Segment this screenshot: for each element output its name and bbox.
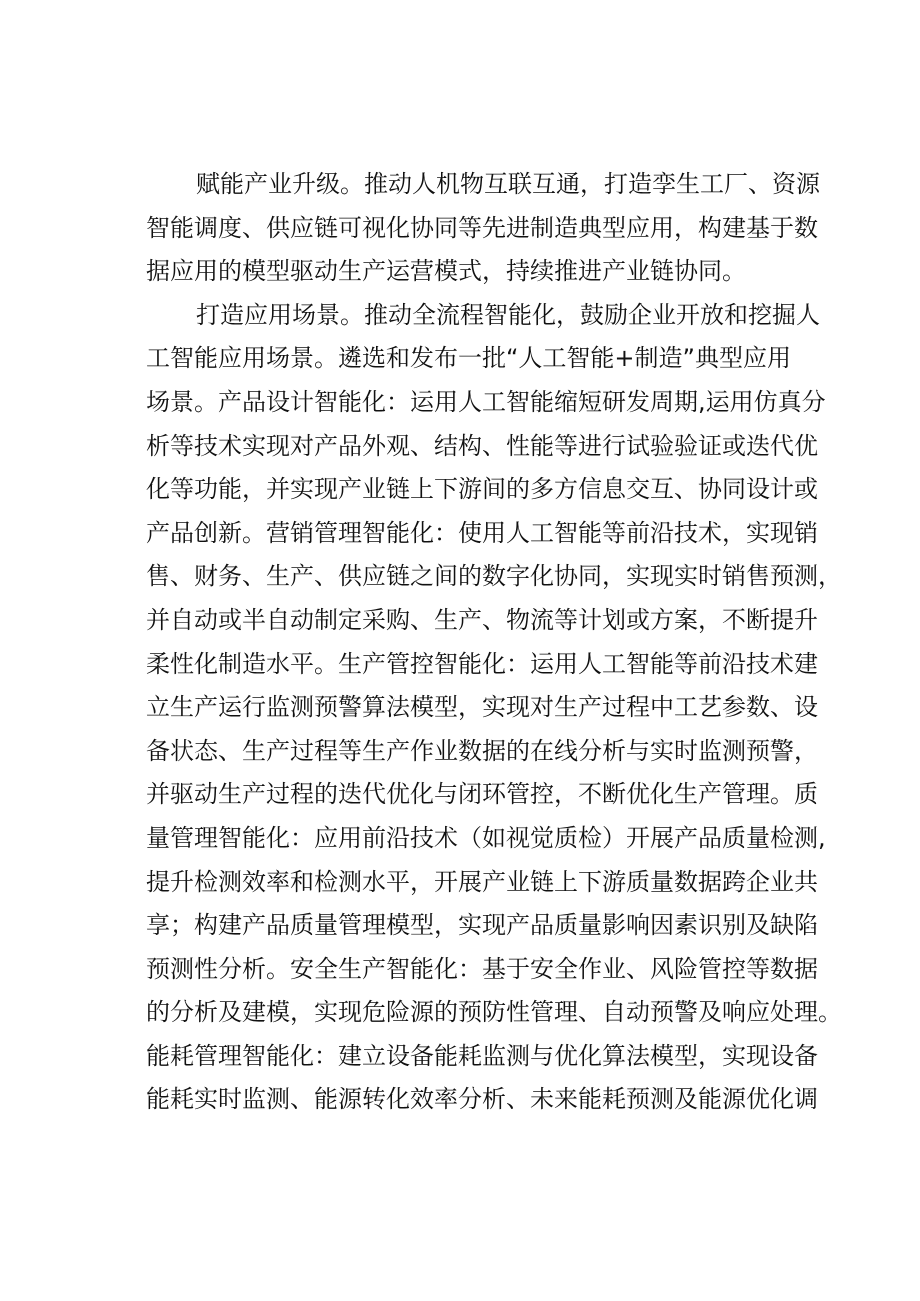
paragraph-2-line-2: 工智能应用场景。遴选和发布一批“人工智能+制造”典型应用 bbox=[146, 344, 791, 373]
paragraph-2-line-10: 立生产运行监测预警算法模型，实现对生产过程中工艺参数、设 bbox=[146, 693, 818, 722]
paragraph-1-line-3: 据应用的模型驱动生产运营模式，持续推进产业链协同。 bbox=[146, 257, 746, 286]
paragraph-2-line-18: 能耗管理智能化：建立设备能耗监测与优化算法模型，实现设备 bbox=[146, 1041, 818, 1070]
paragraph-2-line-14: 提升检测效率和检测水平，开展产业链上下游质量数据跨企业共 bbox=[146, 867, 818, 896]
paragraph-2-line-1: 打造应用场景。推动全流程智能化，鼓励企业开放和挖掘人 bbox=[196, 300, 820, 329]
paragraph-2-line-13: 量管理智能化：应用前沿技术（如视觉质检）开展产品质量检测, bbox=[146, 823, 826, 852]
paragraph-2-line-19: 能耗实时监测、能源转化效率分析、未来能耗预测及能源优化调 bbox=[146, 1085, 818, 1114]
paragraph-2-line-12: 并驱动生产过程的迭代优化与闭环管控，不断优化生产管理。质 bbox=[146, 780, 818, 809]
paragraph-1-line-1: 赋能产业升级。推动人机物互联互通，打造孪生工厂、资源 bbox=[196, 170, 820, 198]
paragraph-2-line-11: 备状态、生产过程等生产作业数据的在线分析与实时监测预警， bbox=[146, 736, 818, 765]
body-text bbox=[146, 163, 842, 1122]
paragraph-2-line-15: 享；构建产品质量管理模型，实现产品质量影响因素识别及缺陷 bbox=[146, 911, 818, 940]
paragraph-2-line-3: 场景。产品设计智能化：运用人工智能缩短研发周期,运用仿真分 bbox=[146, 387, 826, 416]
paragraph-2-line-6: 产品创新。营销管理智能化：使用人工智能等前沿技术，实现销 bbox=[146, 518, 818, 547]
paragraph-1-line-2: 智能调度、供应链可视化协同等先进制造典型应用，构建基于数 bbox=[146, 213, 818, 242]
paragraph-2-line-9: 柔性化制造水平。生产管控智能化：运用人工智能等前沿技术建 bbox=[146, 649, 818, 678]
paragraph-2-line-4: 析等技术实现对产品外观、结构、性能等进行试验验证或迭代优 bbox=[146, 431, 818, 460]
paragraph-2-line-16: 预测性分析。安全生产智能化：基于安全作业、风险管控等数据 bbox=[146, 954, 818, 983]
paragraph-2-line-8: 并自动或半自动制定采购、生产、物流等计划或方案，不断提升 bbox=[146, 605, 818, 634]
paragraph-2-line-7: 售、财务、生产、供应链之间的数字化协同，实现实时销售预测， bbox=[146, 562, 842, 591]
paragraph-2-line-17: 的分析及建模，实现危险源的预防性管理、自动预警及响应处理。 bbox=[146, 998, 842, 1027]
paragraph-2-line-5: 化等功能，并实现产业链上下游间的多方信息交互、协同设计或 bbox=[146, 475, 818, 504]
